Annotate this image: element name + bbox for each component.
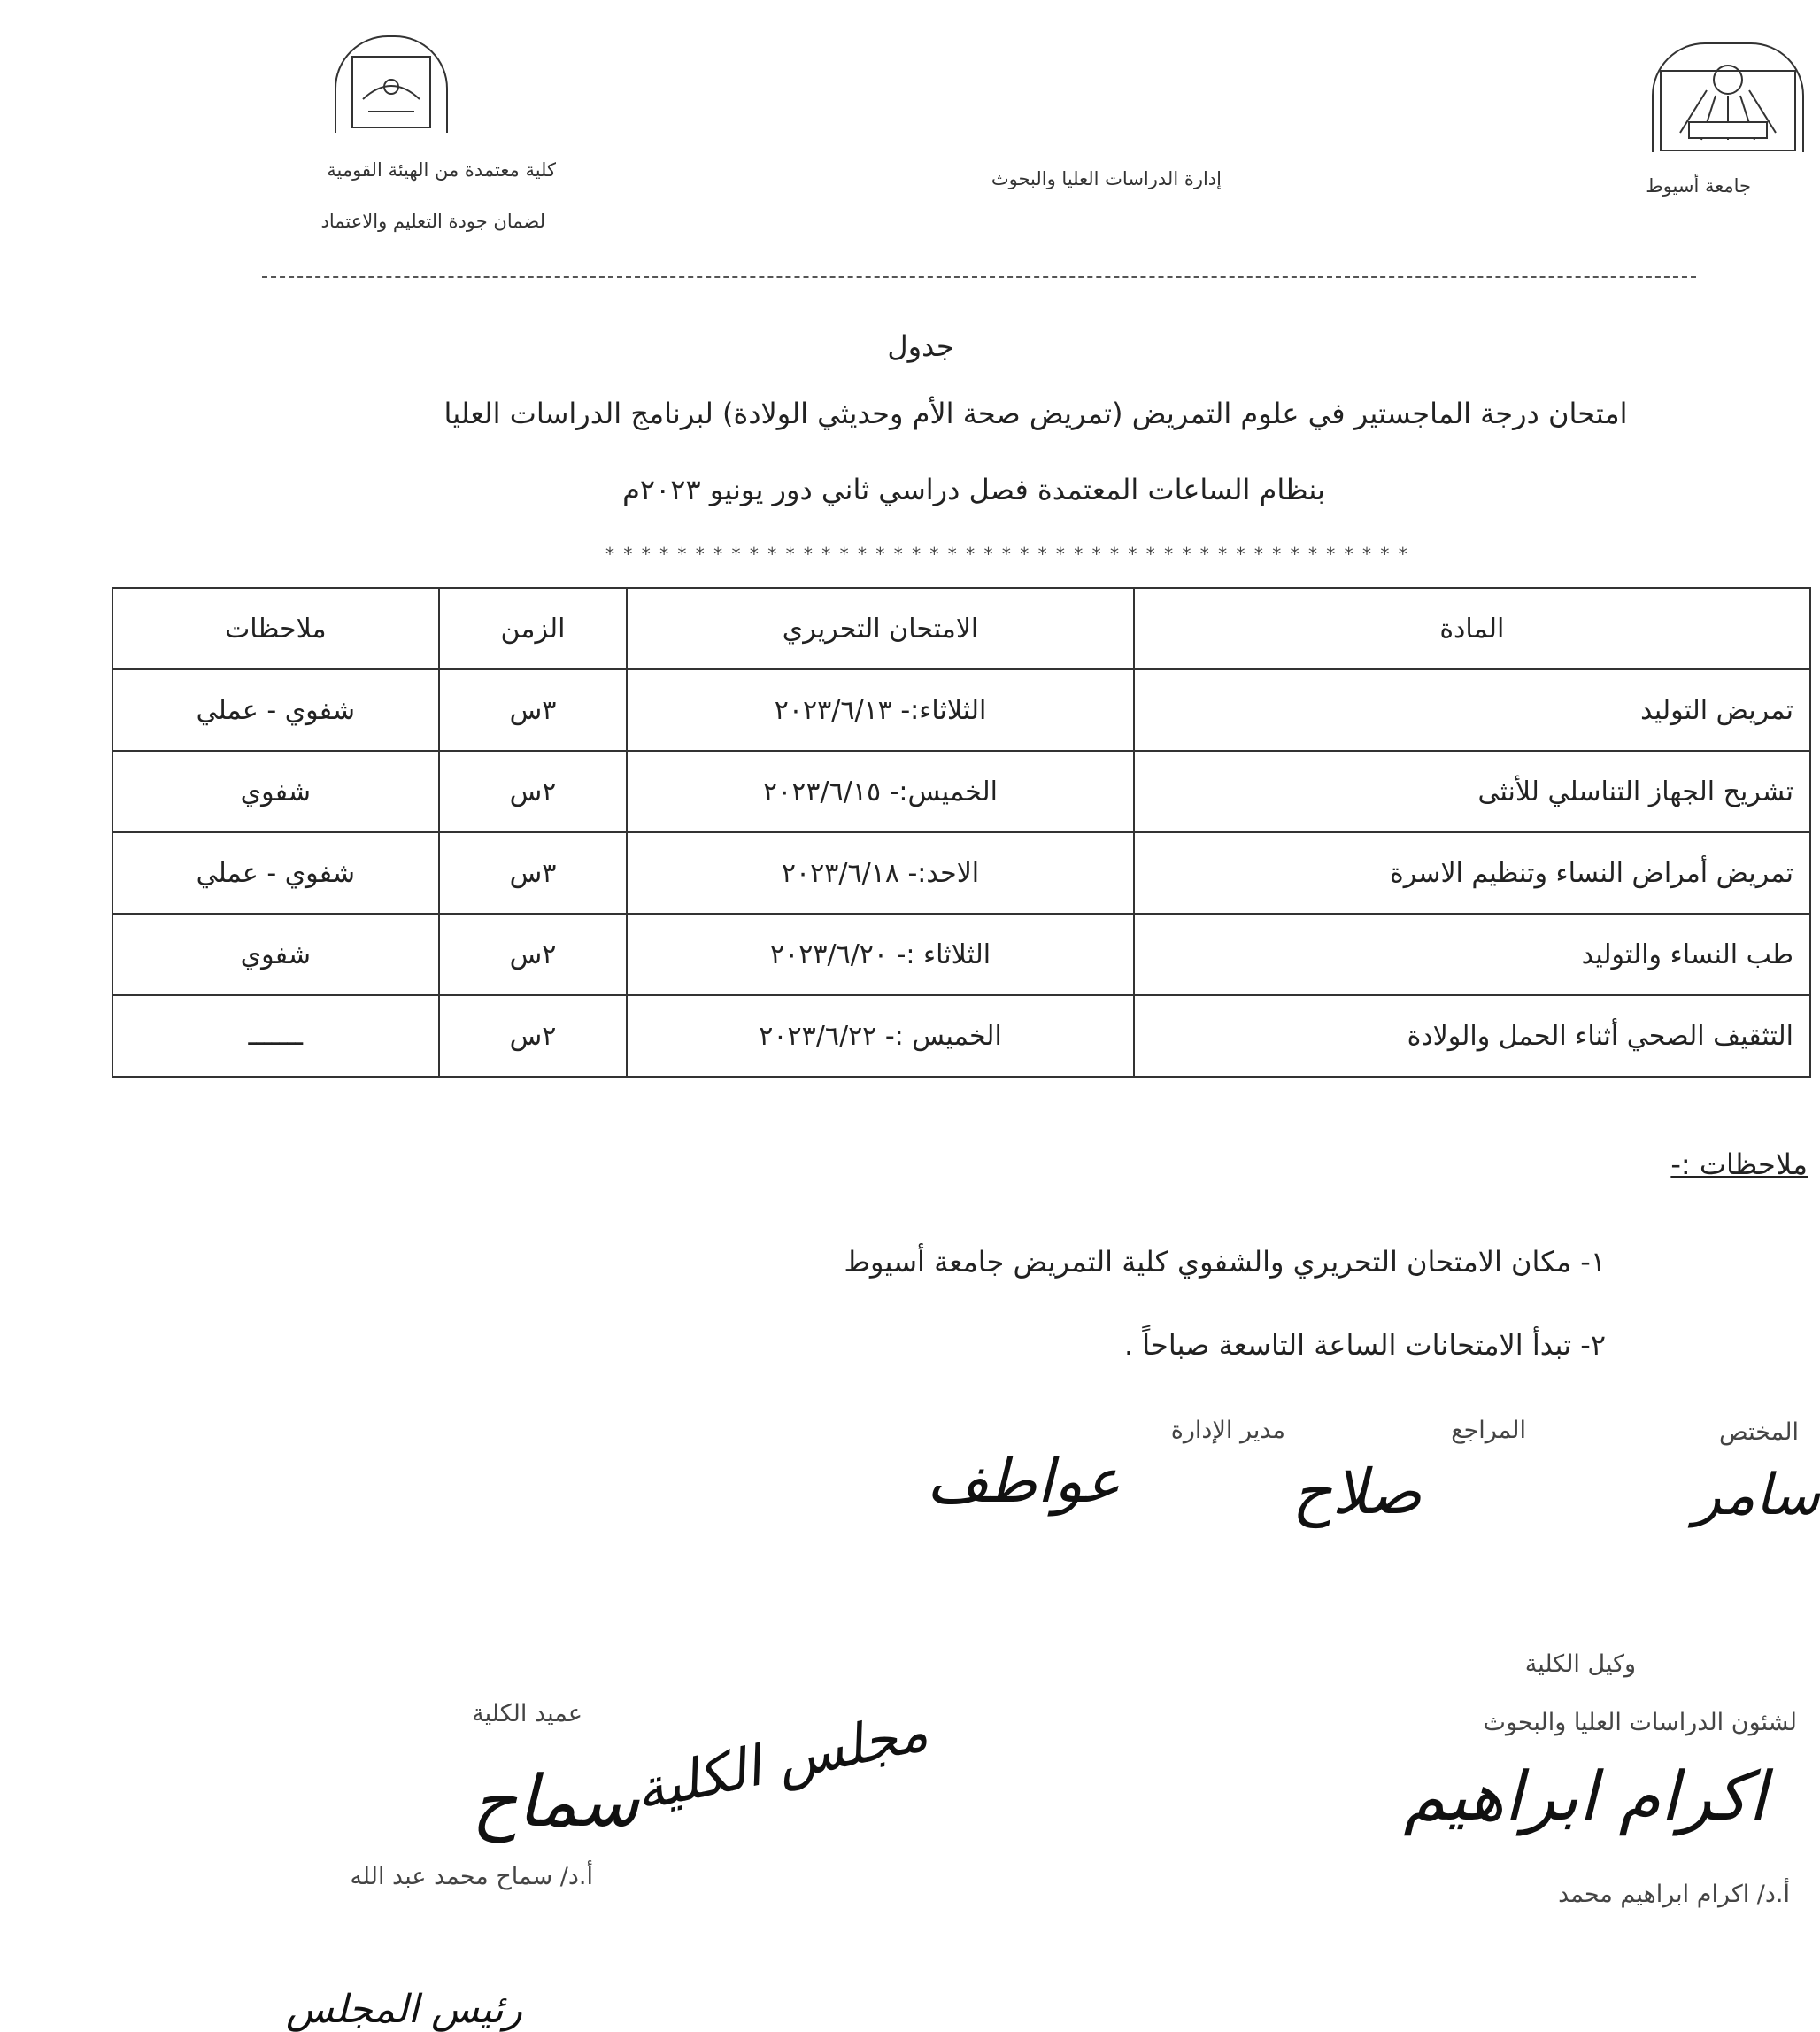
college-logo bbox=[335, 35, 448, 133]
cell-written-exam: الخميس :- ٢٠٢٣/٦/٢٢ bbox=[627, 995, 1133, 1077]
cell-notes: شفوي bbox=[112, 751, 439, 832]
cell-duration: ٢س bbox=[439, 914, 628, 995]
doc-title: جدول bbox=[887, 329, 954, 363]
header-duration: الزمن bbox=[439, 588, 628, 669]
role-reviewer1: المختص bbox=[1719, 1418, 1799, 1446]
cell-duration: ٣س bbox=[439, 669, 628, 751]
cell-duration: ٢س bbox=[439, 995, 628, 1077]
university-emblem-icon bbox=[1654, 44, 1802, 152]
vice-dean-signature: اكرام ابراهيم bbox=[1403, 1757, 1767, 1835]
dean-signature: سماح bbox=[471, 1760, 639, 1843]
note-item-2: ٢- تبدأ الامتحانات الساعة التاسعة صباحاً . bbox=[1123, 1328, 1606, 1362]
header-accreditation-line1: كلية معتمدة من الهيئة القومية bbox=[327, 159, 556, 181]
table-row bbox=[112, 995, 1810, 1077]
bottom-signature: رئيس المجلس bbox=[286, 1987, 522, 2032]
signature-manager: عواطف bbox=[926, 1447, 1121, 1517]
cell-notes: شفوي bbox=[112, 914, 439, 995]
cell-written-exam: الخميس:- ٢٠٢٣/٦/١٥ bbox=[627, 751, 1133, 832]
note-item-1: ١- مكان الامتحان التحريري والشفوي كلية التمريض جامعة أسيوط bbox=[844, 1245, 1606, 1279]
cell-notes: شفوي - عملي bbox=[112, 832, 439, 914]
cell-subject: التثقيف الصحي أثناء الحمل والولادة bbox=[1134, 995, 1810, 1077]
doc-subtitle-line1: امتحان درجة الماجستير في علوم التمريض (تمريض صحة الأم وحديثي الولادة) لبرنامج الدراسات العليا bbox=[443, 397, 1628, 430]
cell-written-exam: الثلاثاء:- ٢٠٢٣/٦/١٣ bbox=[627, 669, 1133, 751]
decorative-stars: * * * * * * * * * * * * * * * * * * * * * * * * * * * * * * * * * * * * * * * * * * * * * bbox=[605, 544, 1409, 565]
university-logo bbox=[1652, 42, 1804, 152]
cell-subject: تمريض التوليد bbox=[1134, 669, 1810, 751]
cell-notes: شفوي - عملي bbox=[112, 669, 439, 751]
signature-reviewer2: صلاح bbox=[1292, 1456, 1422, 1528]
role-reviewer2: المراجع bbox=[1451, 1417, 1526, 1444]
header-divider bbox=[262, 276, 1696, 278]
cell-subject: تشريح الجهاز التناسلي للأنثى bbox=[1134, 751, 1810, 832]
vice-dean-title2: لشئون الدراسات العليا والبحوث bbox=[1483, 1709, 1797, 1736]
header-university: جامعة أسيوط bbox=[1646, 175, 1751, 197]
table-header-row bbox=[112, 588, 1810, 669]
table-row bbox=[112, 751, 1810, 832]
table-row bbox=[112, 669, 1810, 751]
table-row bbox=[112, 914, 1810, 995]
dean-title: عميد الكلية bbox=[472, 1700, 582, 1727]
header-accreditation-line2: لضمان جودة التعليم والاعتماد bbox=[320, 211, 545, 232]
table-row bbox=[112, 832, 1810, 914]
cell-written-exam: الثلاثاء :- ٢٠٢٣/٦/٢٠ bbox=[627, 914, 1133, 995]
signature-reviewer1: سامر bbox=[1693, 1463, 1820, 1528]
doc-subtitle-line2: بنظام الساعات المعتمدة فصل دراسي ثاني دور يونيو ٢٠٢٣م bbox=[622, 473, 1325, 506]
council-signature: مجلس الكلية bbox=[629, 1697, 933, 1824]
cell-duration: ٢س bbox=[439, 751, 628, 832]
cell-duration: ٣س bbox=[439, 832, 628, 914]
vice-dean-name: أ.د/ اكرام ابراهيم محمد bbox=[1558, 1881, 1790, 1908]
vice-dean-title1: وكيل الكلية bbox=[1524, 1650, 1636, 1678]
cell-written-exam: الاحد:- ٢٠٢٣/٦/١٨ bbox=[627, 832, 1133, 914]
header-department: إدارة الدراسات العليا والبحوث bbox=[991, 168, 1222, 189]
cell-subject: تمريض أمراض النساء وتنظيم الاسرة bbox=[1134, 832, 1810, 914]
header-written-exam: الامتحان التحريري bbox=[627, 588, 1133, 669]
exam-schedule-table bbox=[112, 587, 1811, 1078]
cell-notes: ـــــــ bbox=[112, 995, 439, 1077]
dean-name: أ.د/ سماح محمد عبد الله bbox=[350, 1863, 593, 1890]
cell-subject: طب النساء والتوليد bbox=[1134, 914, 1810, 995]
role-manager: مدير الإدارة bbox=[1170, 1417, 1285, 1444]
college-emblem-icon bbox=[336, 37, 446, 133]
header-subject: المادة bbox=[1134, 588, 1810, 669]
notes-heading: ملاحظات :- bbox=[1670, 1147, 1808, 1181]
header-notes: ملاحظات bbox=[112, 588, 439, 669]
